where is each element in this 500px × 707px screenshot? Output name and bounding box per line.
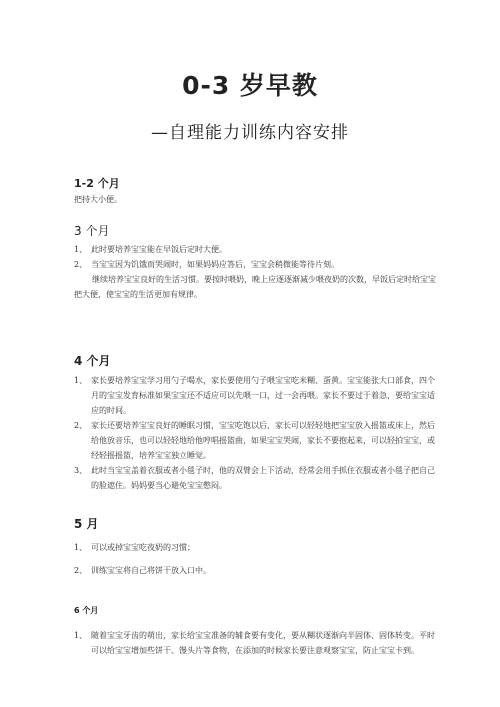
list-item-number: 1、 xyxy=(74,631,88,640)
list-item xyxy=(74,242,436,257)
list-item-text: 训练宝宝将自己将饼干放入口中。 xyxy=(91,566,211,575)
page-title: 0-3 岁早教 xyxy=(182,71,318,100)
list-item xyxy=(74,628,436,658)
list-item-number: 2、 xyxy=(74,260,88,269)
page-subtitle: —自理能力训练内容安排 xyxy=(151,123,349,143)
section-heading-6-months: 6 个月 xyxy=(74,606,99,615)
list-item-number: 2、 xyxy=(74,566,88,575)
list-item xyxy=(74,463,436,493)
list-item-text: 可以或掉宝宝吃夜奶的习惯； xyxy=(91,543,195,552)
list-item-number: 2、 xyxy=(74,421,88,430)
list-item xyxy=(74,563,436,578)
section-heading-5-months: 5 月 xyxy=(74,517,99,531)
list-item-text: 当宝宝因为饥饿而哭闹时，如果妈妈应答后，宝宝会稍微能等待片刻。 xyxy=(91,260,339,269)
list-item xyxy=(74,418,436,463)
list-item-text: 此时要培养宝宝能在早饭后定时大便。 xyxy=(91,245,227,254)
section-heading-1-2-months: 1-2 个月 xyxy=(74,177,120,190)
section-text-1-2-months: 把持大小便。 xyxy=(74,195,122,204)
list-item-number: 3、 xyxy=(74,466,88,475)
section-paragraph-3-months: 继续培养宝宝良好的生活习惯。要按时喂奶，晚上应逐逐渐减少喂夜奶的次数，早饭后定时给宝宝把大便，使宝宝的生活更加有规律。 xyxy=(74,275,436,299)
list-item-number: 1、 xyxy=(74,245,88,254)
list-item-number: 1、 xyxy=(74,376,88,385)
list-item-number: 1、 xyxy=(74,543,88,552)
list-item-text: 家长要培养宝宝学习用勺子喝水，家长要使用勺子喂宝宝吃米糊、蛋黄。宝宝能张大口部食，四个月的宝宝发育标准如果宝宝还不适应可以先喂一口，过一会再喂。家长不要过于着急，要给宝宝适应的时间。 xyxy=(91,376,435,415)
list-item xyxy=(74,373,436,418)
list-item xyxy=(74,540,436,555)
list-item-text: 家长还要培养宝宝良好的睡眠习惯，宝宝吃饱以后，家长可以轻轻地把宝宝放入摇篮或床上，然后给他放音乐，也可以轻轻地给他哼唱摇篮曲，如果宝宝哭闹，家长不要抱起来，可以轻拍宝宝，或经轻摇摇篮，培养宝宝独立睡觉。 xyxy=(91,421,435,460)
section-heading-3-months: 3 个月 xyxy=(74,224,110,238)
section-heading-4-months: 4 个月 xyxy=(74,354,111,368)
list-item xyxy=(74,257,436,272)
list-item-text: 随着宝宝牙齿的萌出，家长给宝宝准备的辅食要有变化，要从糊状逐渐向半固体、固体转变。平时可以给宝宝增加些饼干、馒头片等食物，在添加的时候家长要注意观察宝宝，防止宝宝卡到。 xyxy=(91,631,435,655)
list-item-text: 此时当宝宝盖着衣服或者小毯子时，他的双臂会上下活动，经常会用手抓住衣服或者小毯子把自己的脸遮住。妈妈要当心避免宝宝憋闷。 xyxy=(91,466,435,490)
